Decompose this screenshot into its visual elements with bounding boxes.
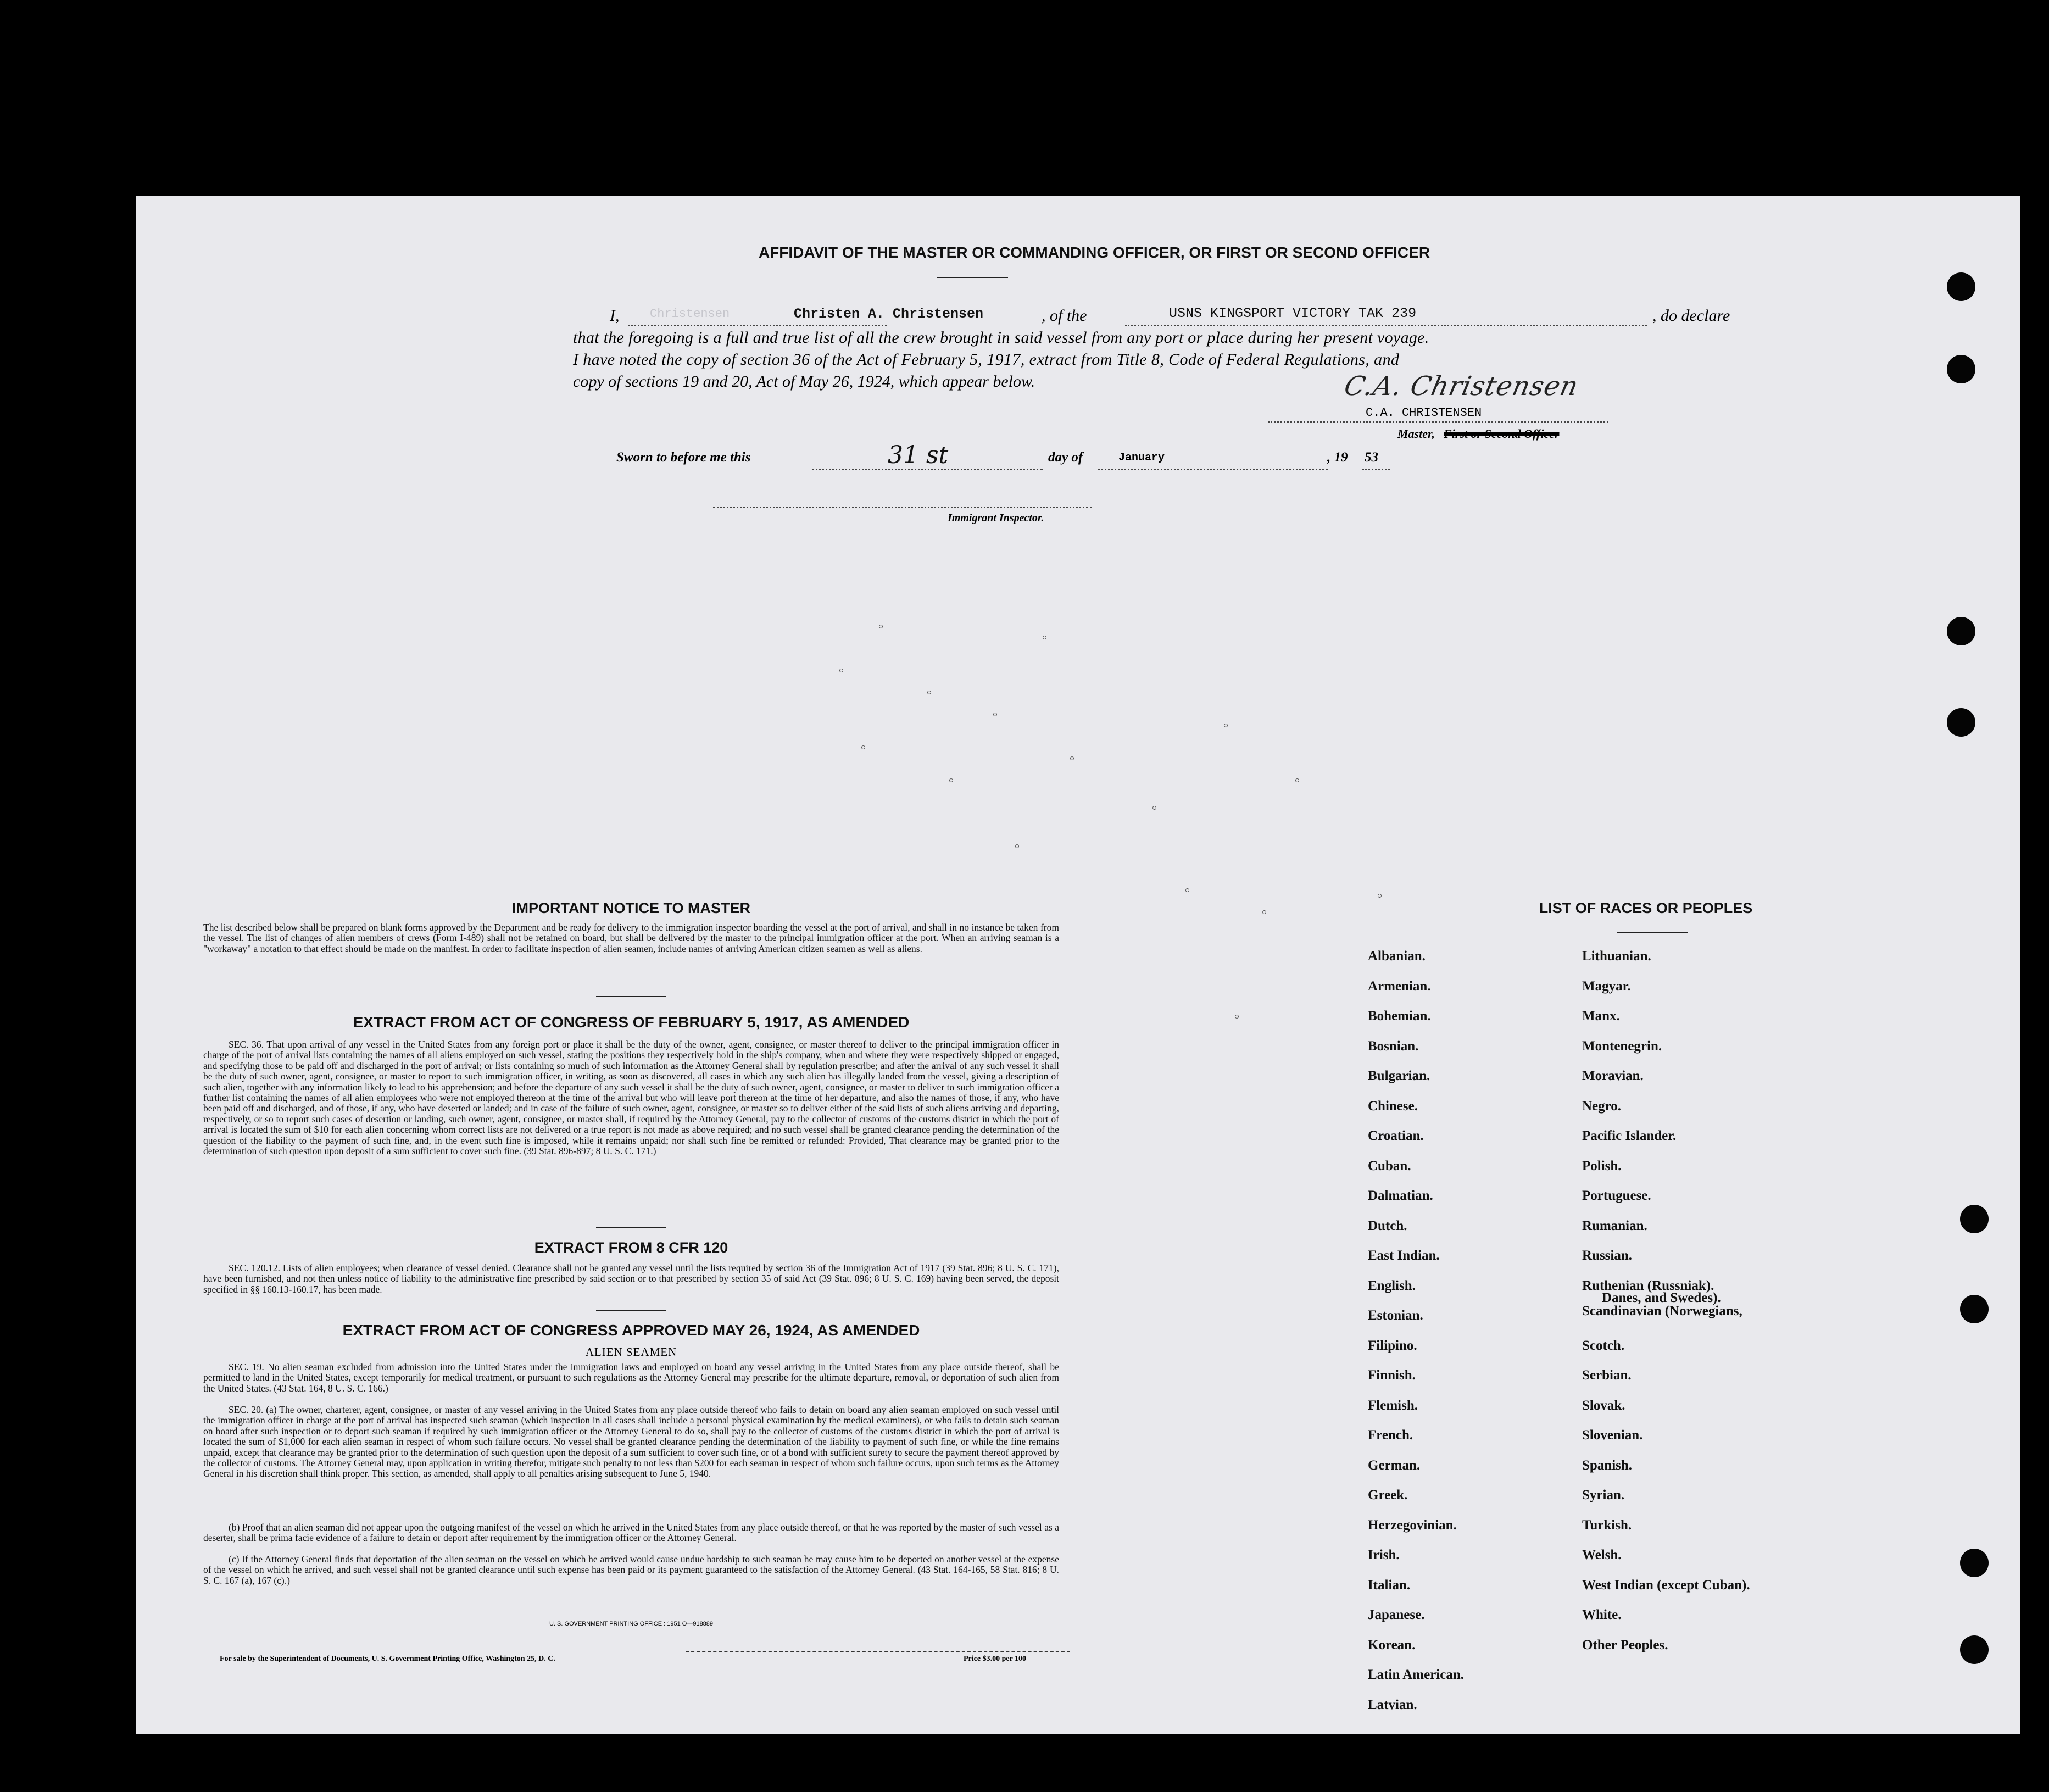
race-item: Herzegovinian. <box>1368 1518 1457 1533</box>
vessel-name: USNS KINGSPORT VICTORY TAK 239 <box>1169 305 1417 321</box>
paper-speck <box>879 625 883 628</box>
race-item: Magyar. <box>1582 979 1631 994</box>
extract-cfr-rule <box>596 1310 666 1311</box>
notice-body: The list described below shall be prepared on blank forms approved by the Department and be ready for delivery to the immigration inspector boarding the vessel at the port of arrival, and shall in no instance be taken from the vessel. The list of changes of alien members of crews (Form I-489) shall not be retained on board, but shall be delivered by the master to the principal immigration officer at the port. When an arriving seaman is a "workaway" a notation to that effect should be made on the manifest. In order to facilitate inspection of alien seamen, include names of arriving American citizen seamen as well as aliens. <box>203 922 1059 954</box>
race-item: Scotch. <box>1582 1338 1625 1353</box>
race-item: Slovenian. <box>1582 1428 1643 1443</box>
paper-speck <box>861 745 865 749</box>
paper-speck <box>1043 636 1046 639</box>
race-item: Korean. <box>1368 1638 1416 1652</box>
extract-cfr-title: EXTRACT FROM 8 CFR 120 <box>534 1239 728 1256</box>
race-item: Chinese. <box>1368 1099 1418 1114</box>
race-item: German. <box>1368 1458 1421 1473</box>
races-title-rule <box>1617 932 1688 933</box>
extract-1917-title: EXTRACT FROM ACT OF CONGRESS OF FEBRUARY 5, 1917, AS AMENDED <box>353 1014 910 1031</box>
race-item: Flemish. <box>1368 1398 1418 1413</box>
signature-line <box>1268 416 1608 423</box>
race-item: Portuguese. <box>1582 1188 1651 1203</box>
race-item: Filipino. <box>1368 1338 1417 1353</box>
affidavit-i-label: I, <box>610 307 620 325</box>
race-item: Dalmatian. <box>1368 1188 1433 1203</box>
race-item: Japanese. <box>1368 1607 1425 1622</box>
inspector-label: Immigrant Inspector. <box>948 512 1044 524</box>
race-item: Finnish. <box>1368 1368 1416 1383</box>
document-page <box>136 196 2020 1734</box>
race-item: French. <box>1368 1428 1413 1443</box>
race-item: Negro. <box>1582 1099 1622 1114</box>
race-item: Cuban. <box>1368 1159 1411 1173</box>
race-item: Armenian. <box>1368 979 1431 994</box>
for-sale-note: For sale by the Superintendent of Documents, U. S. Government Printing Office, Washington 25, D. C. <box>220 1655 555 1663</box>
inspector-signature-line <box>713 501 1092 508</box>
paper-speck <box>949 778 953 782</box>
race-item: Rumanian. <box>1582 1218 1647 1233</box>
paper-speck <box>927 691 931 694</box>
race-item: Albanian. <box>1368 949 1426 964</box>
race-item: Serbian. <box>1582 1368 1632 1383</box>
binder-hole-icon <box>1947 355 1975 383</box>
year-suffix: 53 <box>1365 450 1378 465</box>
race-item: Croatian. <box>1368 1128 1424 1143</box>
of-the-label: , of the <box>1042 307 1087 325</box>
race-item: Other Peoples. <box>1582 1638 1668 1652</box>
race-item: Pacific Islander. <box>1582 1128 1677 1143</box>
notice-rule <box>596 996 666 997</box>
alien-seamen-subtitle: ALIEN SEAMEN <box>585 1345 677 1359</box>
extract-1924-sec20c: (c) If the Attorney General finds that deportation of the alien seaman on the vessel on which he arrived would cause undue hardship to such seaman he may cause him to be deported on another vessel at the expense of the vessel on which he arrived, and such vessel shall not be granted clearance until such expense has been paid or its payment guaranteed to the satisfaction of the Attorney General. (43 Stat. 164-165, 58 Stat. 816; 8 U. S. C. 167 (a), 167 (c).) <box>203 1554 1059 1586</box>
faint-name: Christensen <box>650 307 730 321</box>
race-item: Irish. <box>1368 1548 1400 1562</box>
binder-hole-icon <box>1960 1205 1989 1233</box>
sworn-label: Sworn to before me this <box>616 450 751 465</box>
race-item: Italian. <box>1368 1578 1411 1593</box>
master-name: Christen A. Christensen <box>794 306 984 322</box>
race-item: Latvian. <box>1368 1698 1417 1712</box>
race-item: Latin American. <box>1368 1667 1464 1682</box>
binder-hole-icon <box>1947 617 1975 645</box>
extract-1924-sec20b: (b) Proof that an alien seaman did not appear upon the outgoing manifest of the vessel on which he arrived in the United States from any place outside thereof, or that he was reported by the master of such vessel as a deserter, shall be prima facie evidence of a failure to detain or deport after requirement by the immigration officer or the Attorney General. <box>203 1522 1059 1544</box>
race-item: Spanish. <box>1582 1458 1633 1473</box>
extract-1924-sec20a: SEC. 20. (a) The owner, charterer, agent, consignee, or master of any vessel arriving in the United States from any place outside thereof who fails to detain on board any alien seaman employed on such vessel until the immigration officer in charge at the port of arrival has inspected such seaman (which inspection in all cases shall include a personal physical examination by the medical examiners), or who fails to detain such seaman on board after such inspection or to deport such seaman if required by such immigration officer or the Attorney General to do so, shall pay to the collector of customs of the customs district in which the port of arrival is located the sum of $1,000 for each alien seaman in respect of whom such failure occurs. No vessel shall be granted clearance pending the determination of the liability to payment of such fine, or while the fine remains unpaid, except that clearance may be granted prior to the determination of such question upon the deposit of a sum sufficient to cover such fine, or of a bond with sufficient surety to secure the payment thereof approved by the collector of customs. The Attorney General may, upon application in writing therefor, mitigate such penalty to not less than $200 for each seaman in respect of whom such failure occurs, upon such terms as the Attorney General in his discretion shall think proper. This section, as amended, shall apply to all penalties arising subsequent to June 5, 1940. <box>203 1404 1059 1479</box>
race-item: Manx. <box>1582 1009 1620 1023</box>
binder-hole-icon <box>1960 1635 1989 1664</box>
race-item: Dutch. <box>1368 1218 1407 1233</box>
race-item: West Indian (except Cuban). <box>1582 1578 1750 1593</box>
paper-speck <box>993 713 997 716</box>
affidavit-line-3: I have noted the copy of section 36 of the Act of February 5, 1917, extract from Title 8, Code of Federal Regulations, and <box>573 350 1400 369</box>
year-prefix: , 19 <box>1327 450 1348 465</box>
extract-1917-rule <box>596 1227 666 1228</box>
race-item: Ruthenian (Russniak). <box>1582 1278 1714 1293</box>
race-item: White. <box>1582 1607 1622 1622</box>
affidavit-line-4: copy of sections 19 and 20, Act of May 26, 1924, which appear below. <box>573 372 1035 391</box>
affidavit-title: AFFIDAVIT OF THE MASTER OR COMMANDING OFFICER, OR FIRST OR SECOND OFFICER <box>758 244 1430 261</box>
master-label: Master, <box>1397 427 1435 441</box>
footer-rule <box>686 1651 1070 1652</box>
race-item: Bohemian. <box>1368 1009 1431 1023</box>
paper-speck <box>1224 724 1228 727</box>
race-item: Danes, and Swedes). <box>1602 1290 1721 1305</box>
binder-hole-icon <box>1947 272 1975 301</box>
races-title: LIST OF RACES OR PEOPLES <box>1539 900 1753 916</box>
race-item: Russian. <box>1582 1248 1633 1263</box>
race-item: Turkish. <box>1582 1518 1632 1533</box>
race-item: Bulgarian. <box>1368 1068 1430 1083</box>
price-note: Price $3.00 per 100 <box>964 1655 1027 1663</box>
race-item: Greek. <box>1368 1488 1408 1502</box>
race-item: English. <box>1368 1278 1416 1293</box>
extract-1917-body: SEC. 36. That upon arrival of any vessel in the United States from any foreign port or place it shall be the duty of the owner, agent, consignee, or master thereof to deliver to the principal immigration officer in charge of the port of arrival lists containing the names of all aliens employed on such vessel, stating the positions they respectively hold in the ship's company, when and where they were respectively shipped or engaged, and specifying those to be paid off and discharged in the port of arrival; or lists containing so much of such information as the Attorney General shall by regulation prescribe; and after the arrival of any such vessel it shall be the duty of such owner, agent, consignee, or master to report to such immigration officer, in writing, as soon as discovered, all cases in which any such alien has illegally landed from the vessel, giving a description of such alien, together with any information likely to lead to his apprehension; and before the departure of any such vessel it shall be the duty of such owner, agent, consignee, or master to deliver to such immigration officer a further list containing the names of all alien employees who were not employed thereon at the time of the arrival but who will leave port thereon at the time of her departure, and also the names of those, if any, who have been paid off and discharged, and of those, if any, who have deserted or landed; and in case of the failure of such owner, agent, consignee, or master so to deliver either of the said lists of such aliens arriving and departing, respectively, or so to report such cases of desertion or landing, such owner, agent, consignee, or master shall, if required by the Attorney General, pay to the collector of customs of the customs district in which the port of arrival is located the sum of $10 for each alien concerning whom correct lists are not delivered or a true report is not made as above required; and no such vessel shall be granted clearance pending the determination of the question of the liability to the payment of such fine, and, in the event such fine is imposed, while it remains unpaid; nor shall such fine be remitted or refunded: Provided, That clearance may be granted prior to the determination of such question upon deposit of a sum sufficient to cover such fine. (39 Stat. 896-897; 8 U. S. C. 171.) <box>203 1039 1059 1157</box>
gpo-imprint: U. S. GOVERNMENT PRINTING OFFICE : 1951 O—918889 <box>549 1621 714 1627</box>
paper-speck <box>1152 806 1156 810</box>
race-item: Lithuanian. <box>1582 949 1651 964</box>
day-of-label: day of <box>1048 450 1083 465</box>
race-item: Scandinavian (Norwegians, <box>1582 1304 1742 1318</box>
extract-cfr-body: SEC. 120.12. Lists of alien employees; when clearance of vessel denied. Clearance shall not be granted any vessel until the lists required by section 36 of the Immigration Act of 1917 (39 Stat. 896; 8 U. S. C. 171), have been furnished, and not then unless notice of liability to the administrative fine prescribed by said section or to that prescribed by section 35 of said Act (39 Stat. 896; 8 U. S. C. 169) having been served, the deposit specified in §§ 160.13-160.17, has been made. <box>203 1262 1059 1295</box>
paper-speck <box>1070 756 1074 760</box>
sworn-day: 31 st <box>888 441 949 469</box>
extract-1924-title: EXTRACT FROM ACT OF CONGRESS APPROVED MAY 26, 1924, AS AMENDED <box>342 1322 920 1339</box>
binder-hole-icon <box>1947 708 1975 737</box>
race-item: Polish. <box>1582 1159 1622 1173</box>
race-item: East Indian. <box>1368 1248 1440 1263</box>
struck-officer-label: First or Second Officer <box>1444 427 1560 441</box>
race-item: Welsh. <box>1582 1548 1622 1562</box>
sworn-month: January <box>1118 452 1165 464</box>
typed-signature: C.A. CHRISTENSEN <box>1366 406 1482 420</box>
affidavit-line-2: that the foregoing is a full and true list of all the crew brought in said vessel from any port or place during her present voyage. <box>573 329 1429 347</box>
race-item: Estonian. <box>1368 1308 1423 1323</box>
paper-speck <box>1378 894 1382 898</box>
binder-hole-icon <box>1960 1295 1989 1323</box>
do-declare-label: , do declare <box>1652 307 1730 325</box>
race-item: Syrian. <box>1582 1488 1625 1502</box>
race-item: Moravian. <box>1582 1068 1644 1083</box>
paper-speck <box>1015 844 1019 848</box>
race-item: Slovak. <box>1582 1398 1625 1413</box>
paper-speck <box>1185 888 1189 892</box>
binder-hole-icon <box>1960 1549 1989 1577</box>
paper-speck <box>1262 910 1266 914</box>
paper-speck <box>839 669 843 672</box>
race-item: Bosnian. <box>1368 1039 1419 1054</box>
notice-title: IMPORTANT NOTICE TO MASTER <box>512 900 750 916</box>
paper-speck <box>1235 1015 1239 1019</box>
affidavit-title-rule <box>937 277 1008 278</box>
handwritten-signature: C.A. Christensen <box>1341 371 1582 402</box>
extract-1924-sec19: SEC. 19. No alien seaman excluded from admission into the United States under the immigration laws and employed on board any vessel arriving in the United States from any place outside thereof, shall be permitted to land in the United States, except temporarily for medical treatment, or pursuant to such regulations as the Attorney General may prescribe for the ultimate departure, removal, or deportation of such alien from the United States. (43 Stat. 164, 8 U. S. C. 166.) <box>203 1361 1059 1394</box>
paper-speck <box>1295 778 1299 782</box>
race-item: Montenegrin. <box>1582 1039 1662 1054</box>
